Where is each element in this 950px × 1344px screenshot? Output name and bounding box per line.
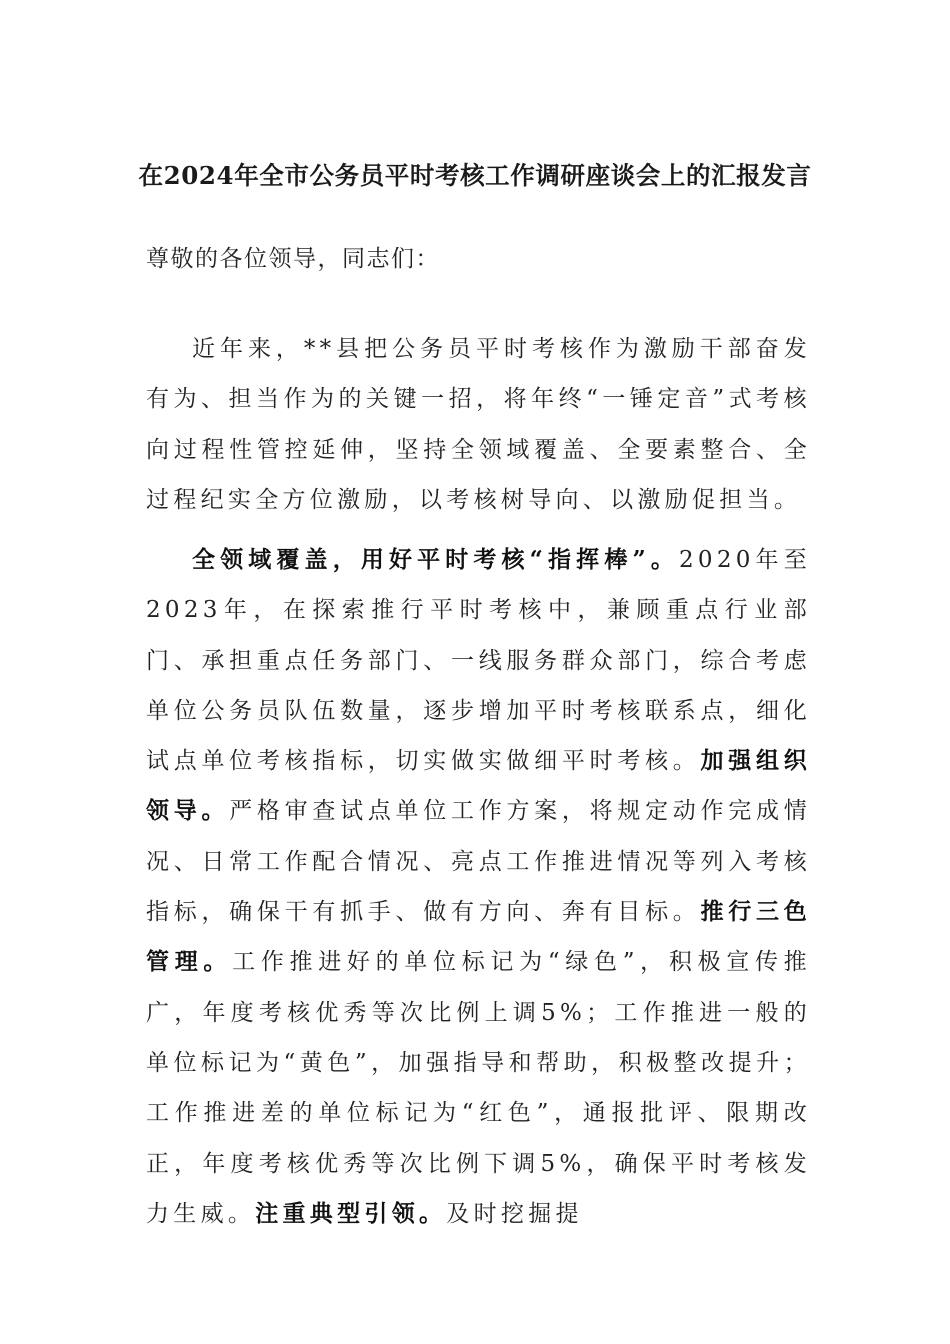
subheading-organization: 加强组织领导。 bbox=[146, 747, 812, 825]
document-title: 在2024年全市公务员平时考核工作调研座谈会上的汇报发言 bbox=[138, 161, 812, 190]
section-heading: 全领域覆盖，用好平时考核“指挥棒”。 bbox=[192, 546, 679, 573]
paragraph-text: 工作推进好的单位标记为“绿色”，积极宣传推广，年度考核优秀等次比例上调5%；工作推进一般的单位标记为“黄色”，加强指导和帮助，积极整改提升；工作推进差的单位标记为“红色”，通报批评、限期改正，年度考核优秀等次比例下调5%，确保平时考核发力生威。 bbox=[146, 949, 811, 1227]
subheading-three-color: 推行三色管理。 bbox=[146, 898, 812, 976]
paragraph-intro: 近年来，**县把公务员平时考核作为激励干部奋发有为、担当作为的关键一招，将年终“一锤定音”式考核向过程性管控延伸，坚持全领域覆盖、全要素整合、全过程纪实全方位激励，以考核树导向、以激励促担当。 bbox=[146, 336, 811, 513]
paragraph-coverage bbox=[146, 535, 811, 1239]
paragraph-text: 严格审查试点单位工作方案，将规定动作完成情况、日常工作配合情况、亮点工作推进情况等列入考核指标，确保干有抓手、做有方向、奔有目标。 bbox=[146, 798, 811, 926]
paragraph-text: 及时挖掘提 bbox=[446, 1200, 583, 1227]
greeting: 尊敬的各位领导，同志们： bbox=[146, 246, 440, 272]
paragraph-text: 2020年至2023年，在探索推行平时考核中，兼顾重点行业部门、承担重点任务部门、一线服务群众部门，综合考虑单位公务员队伍数量，逐步增加平时考核联系点，细化试点单位考核指标，切实做实做细平时考核。 bbox=[146, 547, 811, 775]
subheading-typical: 注重典型引领。 bbox=[255, 1199, 447, 1227]
